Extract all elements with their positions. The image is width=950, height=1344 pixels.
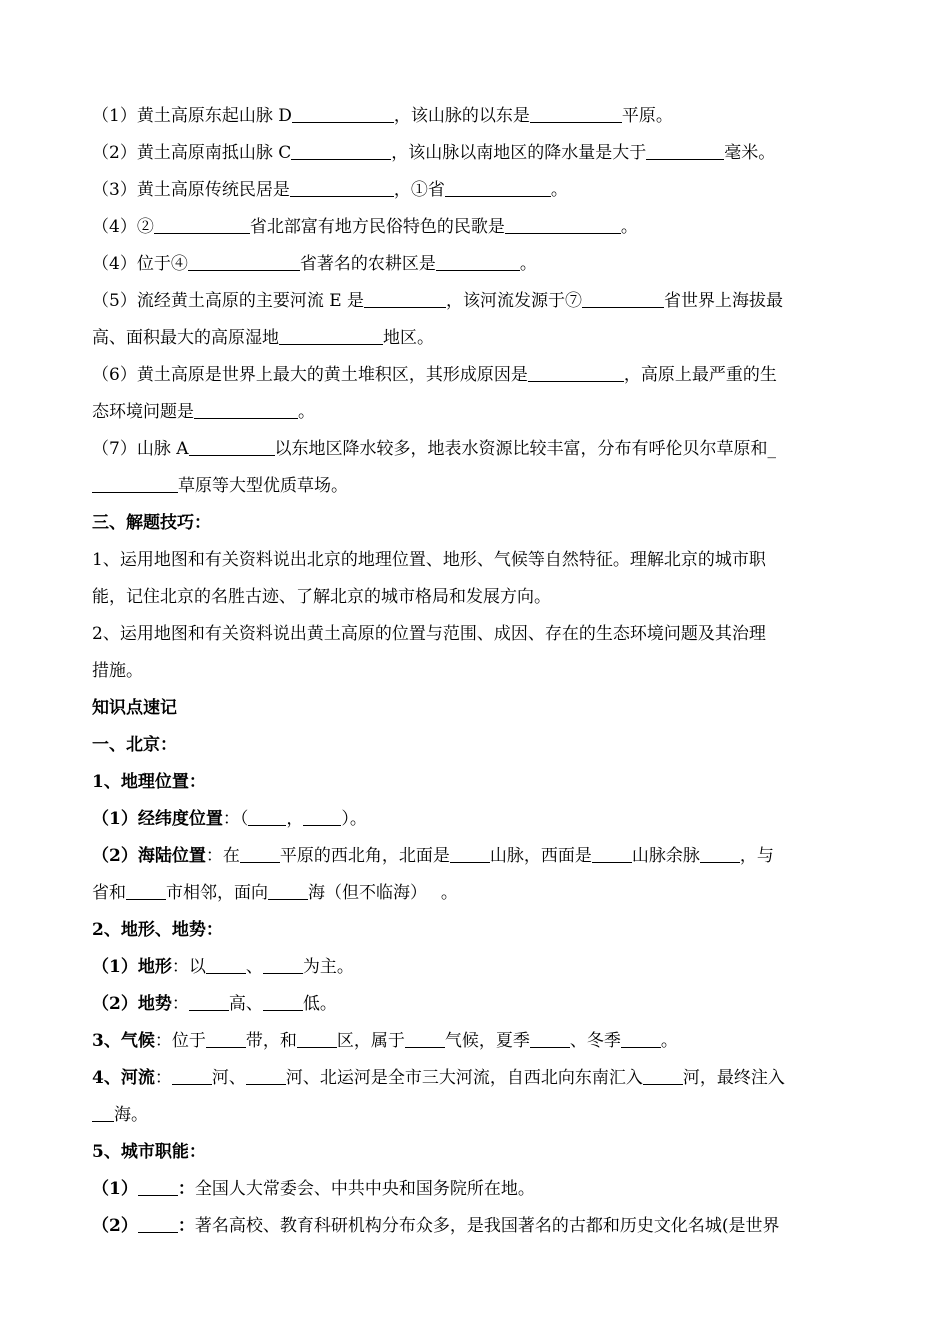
blank bbox=[246, 1064, 286, 1085]
blank bbox=[154, 213, 250, 234]
terrain: （1）地形：以 、 为主。 bbox=[92, 949, 860, 986]
blank bbox=[303, 805, 341, 826]
blank bbox=[405, 1027, 445, 1048]
rivers-cont: 海。 bbox=[92, 1097, 860, 1134]
climate: 3、气候：位于 带，和 区，属于 气候，夏季 、冬季 。 bbox=[92, 1023, 860, 1060]
blank bbox=[126, 879, 166, 900]
question-4a: （4）② 省北部富有地方民俗特色的民歌是 。 bbox=[92, 209, 860, 246]
blank bbox=[279, 324, 383, 345]
question-number: （4） bbox=[92, 217, 137, 237]
blank bbox=[248, 805, 286, 826]
blank bbox=[188, 250, 300, 271]
blank bbox=[592, 842, 632, 863]
blank bbox=[138, 1175, 178, 1196]
tips-heading: 三、解题技巧： bbox=[92, 513, 211, 533]
blank bbox=[172, 1064, 212, 1085]
tip-2-line-2: 措施。 bbox=[92, 661, 143, 681]
question-2: （2）黄土高原南抵山脉 C ，该山脉以南地区的降水量是大于 毫米。 bbox=[92, 135, 860, 172]
question-3: （3）黄土高原传统民居是 ，①省 。 bbox=[92, 172, 860, 209]
question-number: （1） bbox=[92, 106, 137, 126]
blank bbox=[364, 287, 446, 308]
notes-title: 知识点速记 bbox=[92, 698, 177, 718]
terrain-heading: 2、地形、地势： bbox=[92, 920, 223, 940]
blank bbox=[291, 139, 391, 160]
blank bbox=[643, 1064, 683, 1085]
blank bbox=[189, 435, 275, 456]
blank bbox=[621, 1027, 661, 1048]
blank bbox=[445, 176, 551, 197]
tip-1-line-2: 能，记住北京的名胜古迹、了解北京的城市格局和发展方向。 bbox=[92, 587, 551, 607]
question-number: （6） bbox=[92, 365, 137, 385]
blank bbox=[268, 879, 308, 900]
blank bbox=[292, 102, 394, 123]
beijing-heading: 一、北京： bbox=[92, 735, 177, 755]
blank bbox=[297, 1027, 337, 1048]
blank bbox=[206, 953, 246, 974]
question-4b: （4）位于④ 省著名的农耕区是 。 bbox=[92, 246, 860, 283]
blank bbox=[189, 990, 229, 1011]
question-5: （5）流经黄土高原的主要河流 E 是 ，该河流发源于⑦ 省世界上海拔最 bbox=[92, 283, 860, 320]
blank bbox=[263, 953, 303, 974]
question-number: （7） bbox=[92, 439, 137, 459]
question-5-cont: 高、面积最大的高原湿地 地区。 bbox=[92, 320, 860, 357]
blank bbox=[700, 842, 740, 863]
question-number: （3） bbox=[92, 180, 137, 200]
city-function-2: （2） ：著名高校、教育科研机构分布众多，是我国著名的古都和历史文化名城(是世界 bbox=[92, 1208, 860, 1245]
question-number: （4） bbox=[92, 254, 137, 274]
question-1: （1）黄土高原东起山脉 D ，该山脉的以东是 平原。 bbox=[92, 98, 860, 135]
question-7: （7）山脉 A 以东地区降水较多，地表水资源比较丰富，分布有呼伦贝尔草原和_ bbox=[92, 431, 860, 468]
tip-2-line-1: 2、运用地图和有关资料说出黄土高原的位置与范围、成因、存在的生态环境问题及其治理 bbox=[92, 624, 766, 644]
question-7-cont: 草原等大型优质草场。 bbox=[92, 468, 860, 505]
blank bbox=[436, 250, 520, 271]
location-heading: 1、地理位置： bbox=[92, 772, 206, 792]
blank bbox=[92, 1101, 114, 1122]
question-6-cont: 态环境问题是 。 bbox=[92, 394, 860, 431]
blank bbox=[505, 213, 621, 234]
sea-land-position-cont: 省和 市相邻，面向 海（但不临海） 。 bbox=[92, 875, 860, 912]
lat-long-position: （1）经纬度位置：（ ， ）。 bbox=[92, 801, 860, 838]
city-function-1: （1） ：全国人大常委会、中共中央和国务院所在地。 bbox=[92, 1171, 860, 1208]
blank bbox=[92, 472, 178, 493]
blank bbox=[528, 361, 624, 382]
question-number: （2） bbox=[92, 143, 137, 163]
blank bbox=[582, 287, 664, 308]
blank bbox=[646, 139, 724, 160]
blank bbox=[530, 102, 622, 123]
blank bbox=[530, 1027, 570, 1048]
blank bbox=[194, 398, 298, 419]
elevation-trend: （2）地势： 高、 低。 bbox=[92, 986, 860, 1023]
blank bbox=[263, 990, 303, 1011]
question-number: （5） bbox=[92, 291, 137, 311]
city-functions-heading: 5、城市职能： bbox=[92, 1142, 206, 1162]
question-6: （6）黄土高原是世界上最大的黄土堆积区，其形成原因是 ，高原上最严重的生 bbox=[92, 357, 860, 394]
blank bbox=[450, 842, 490, 863]
blank bbox=[240, 842, 280, 863]
tip-1-line-1: 1、运用地图和有关资料说出北京的地理位置、地形、气候等自然特征。理解北京的城市职 bbox=[92, 550, 766, 570]
blank bbox=[138, 1212, 178, 1233]
document-body bbox=[92, 98, 860, 1245]
blank bbox=[290, 176, 394, 197]
rivers: 4、河流： 河、 河、北运河是全市三大河流，自西北向东南汇入 河，最终注入 bbox=[92, 1060, 860, 1097]
blank bbox=[206, 1027, 246, 1048]
sea-land-position: （2）海陆位置：在 平原的西北角，北面是 山脉，西面是 山脉余脉 ，与 bbox=[92, 838, 860, 875]
